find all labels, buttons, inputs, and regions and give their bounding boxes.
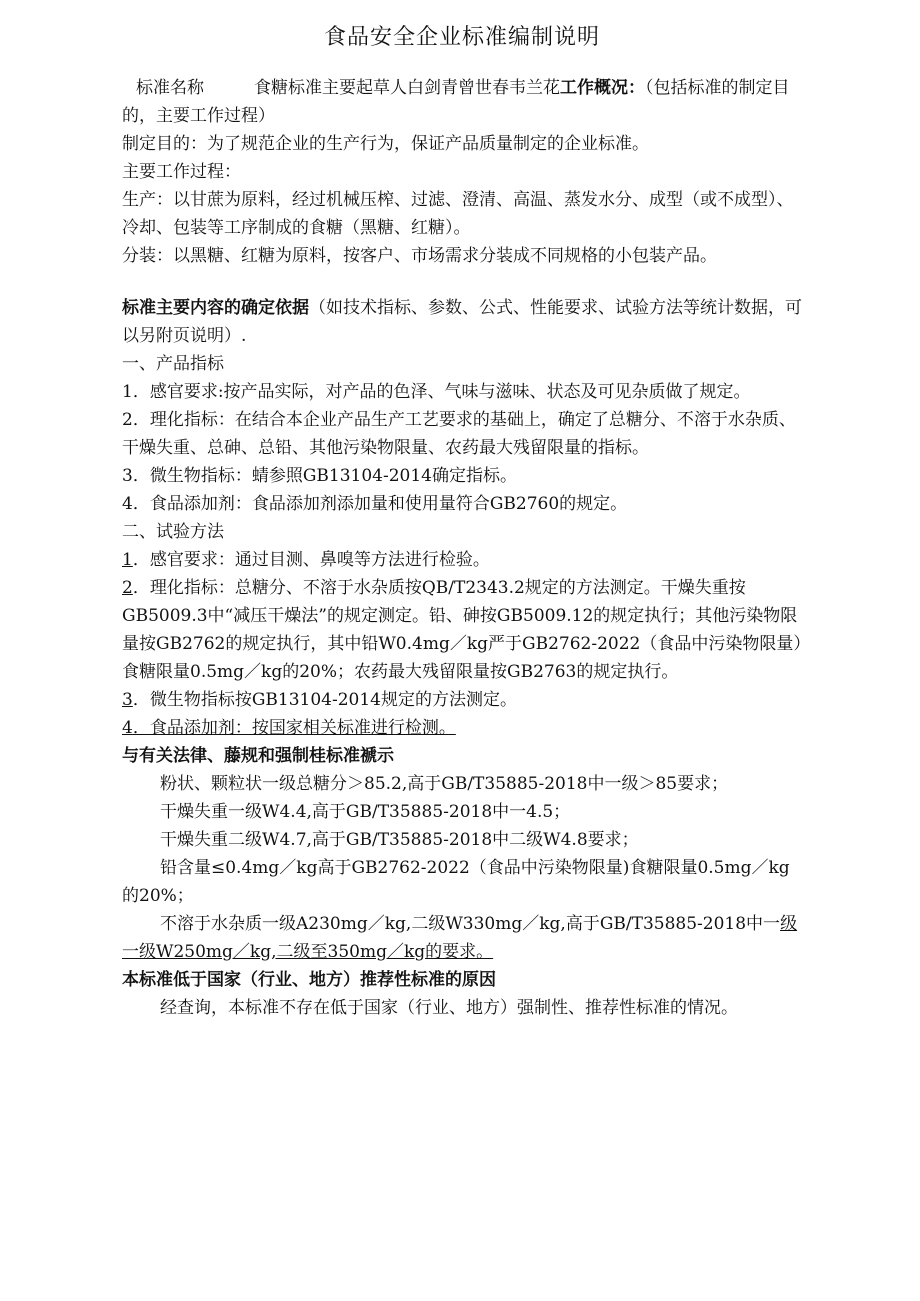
intro-paragraph — [122, 74, 802, 130]
item-number: 4 — [122, 718, 133, 738]
laws-line: 粉状、颗粒状一级总糖分＞85.2,高于GB/T35885-2018中一级＞85要求； — [160, 774, 729, 794]
overview-text: （包括标准的制定目的，主要工作过程） — [122, 78, 790, 126]
process-heading: 主要工作过程： — [122, 162, 241, 182]
insoluble-underlined-text: 级一级W250mg／kg,二级至350mg／kg的要求。 — [122, 914, 798, 962]
lower-reason-text: 经查询，本标准不存在低于国家（行业、地方）强制性、推荐性标准的情况。 — [160, 998, 738, 1018]
laws-insoluble-line — [122, 910, 802, 966]
laws-line: 干燥失重一级W4.4,高于GB/T35885-2018中一4.5； — [160, 802, 571, 822]
basis-heading: 标准主要内容的确定依据 — [122, 298, 309, 318]
packaging-paragraph: 分装：以黑糖、红糖为原料，按客户、市场需求分装成不同规格的小包装产品。 — [122, 246, 717, 266]
section1-item: 4．食品添加剂：食品添加剂添加量和使用量符合GB2760的规定。 — [122, 494, 628, 514]
laws-line: 干燥失重二级W4.7,高于GB/T35885-2018中二级W4.8要求； — [160, 830, 639, 850]
laws-heading: 与有关法律、藤规和强制桂标准褫示 — [122, 746, 394, 766]
lower-reason-heading: 本标准低于国家（行业、地方）推荐性标准的原因 — [122, 970, 496, 990]
item-number: 2 — [122, 578, 133, 598]
section2-item — [122, 574, 802, 686]
section1-item: 1．感官要求:按产品实际，对产品的色泽、气味与滋味、状态及可见杂质做了规定。 — [122, 382, 751, 402]
basis-paragraph — [122, 294, 802, 350]
item-text: ．食品添加剂：按国家相关标准进行检测。 — [132, 718, 456, 738]
page-title: 食品安全企业标准编制说明 — [323, 25, 600, 50]
item-text: ．感官要求：通过目测、鼻嗅等方法进行检验。 — [132, 550, 490, 570]
laws-line: 铅含量≤0.4mg／kg高于GB2762-2022（食品中污染物限量)食糖限量0.5mg／kg的20%； — [122, 858, 790, 906]
production-paragraph: 生产：以甘蔗为原料，经过机械压榨、过滤、澄清、高温、蒸发水分、成型（或不成型）、冷却、包装等工序制成的食糖（黑糖、红糖）。 — [122, 190, 794, 238]
item-text: ．理化指标：总糖分、不溶于水杂质按QB/T2343.2规定的方法测定。干燥失重按GB5009.3中“减压干燥法”的规定测定。铅、砷按GB5009.12的规定执行；其他污染物限量按GB2762的规定执行，其中铅W0.4mg／kg严于GB2762-2022（食品中污染物限量）食糖限量0.5mg／kg的20%；农药最大残留限量按GB2763的规定执行。 — [122, 578, 802, 682]
section1-item: 2．理化指标：在结合本企业产品生产工艺要求的基础上，确定了总糖分、不溶于水杂质、干燥失重、总砷、总铅、其他污染物限量、农药最大残留限量的指标。 — [122, 410, 796, 458]
standard-name-value: 食糖标准主要起草人白剑青曾世春韦兰花 — [254, 78, 560, 98]
section2-heading: 二、试验方法 — [122, 522, 224, 542]
item-number: 1 — [122, 550, 133, 570]
section1-heading: 一、产品指标 — [122, 354, 224, 374]
section2-item — [122, 714, 802, 742]
standard-name-label: 标准名称 — [136, 78, 204, 98]
section1-item: 3．微生物指标：蜻参照GB13104-2014确定指标。 — [122, 466, 517, 486]
section2-item — [122, 546, 802, 574]
overview-label: 工作概况： — [560, 78, 645, 98]
blank-line — [122, 270, 802, 294]
section2-item — [122, 686, 802, 714]
item-number: 3 — [122, 690, 133, 710]
basis-note: （如技术指标、参数、公式、性能要求、试验方法等统计数据，可以另附页说明）. — [122, 298, 802, 346]
insoluble-text: 不溶于水杂质一级A230mg／kg,二级W330mg／kg,高于GB/T35885-2018中一 — [160, 914, 781, 934]
item-text: ．微生物指标按GB13104-2014规定的方法测定。 — [132, 690, 517, 710]
purpose-paragraph: 制定目的：为了规范企业的生产行为，保证产品质量制定的企业标准。 — [122, 134, 649, 154]
